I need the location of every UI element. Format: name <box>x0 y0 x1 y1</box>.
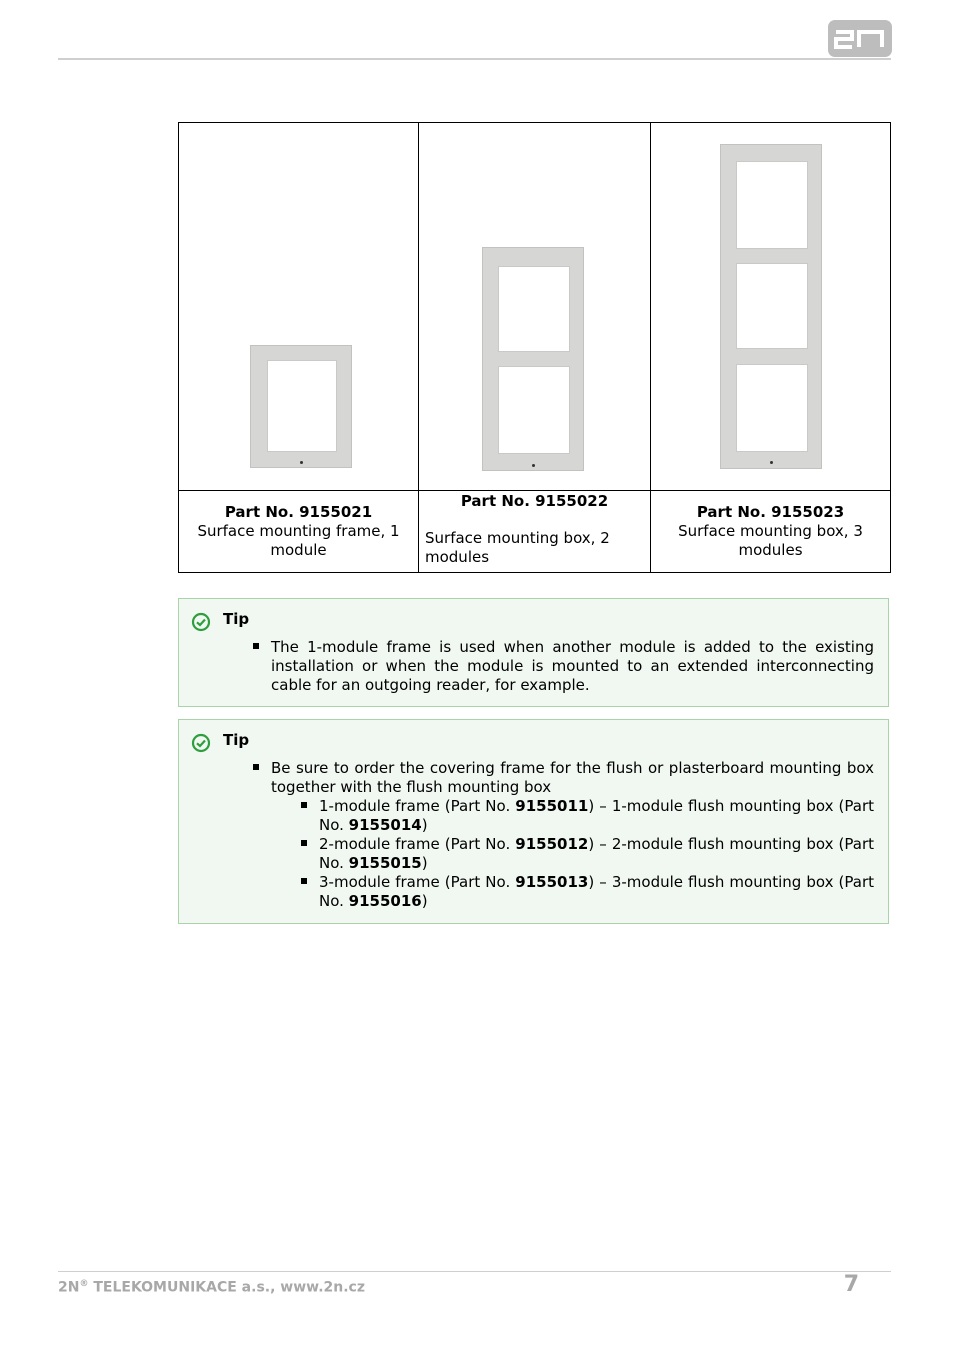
part-number-2: Part No. 9155022 <box>460 492 609 510</box>
tip-2-sublist <box>319 797 874 911</box>
part-caption-2 <box>419 491 651 573</box>
tip-2-list <box>271 759 874 911</box>
frame-2-module-photo <box>482 247 584 471</box>
frame-2-module-image <box>419 123 651 491</box>
part-description-1: Surface mounting frame, 1 module <box>197 522 400 559</box>
part-description-2: Surface mounting box, 2 modules <box>425 529 610 566</box>
tip-box-2 <box>178 719 889 924</box>
check-circle-icon <box>191 612 211 632</box>
box-part-number: 9155014 <box>348 816 422 834</box>
brand-logo <box>828 20 892 57</box>
check-circle-icon <box>191 733 211 753</box>
tip-2-item <box>271 759 874 911</box>
parts-table <box>178 122 891 573</box>
page-number: 7 <box>843 1272 859 1297</box>
brand-logo-mark <box>828 20 892 57</box>
part-caption-1 <box>179 491 419 573</box>
order-item-2: 2-module frame (Part No. 9155012) – 2-module flush mounting box (Part No. 9155015) <box>319 835 874 872</box>
part-number-1: Part No. 9155021 <box>224 503 373 521</box>
part-description-3: Surface mounting box, 3 modules <box>678 522 863 559</box>
footer-company: 2N® TELEKOMUNIKACE a.s., www.2n.cz <box>58 1279 365 1296</box>
frame-part-number: 9155013 <box>515 873 589 891</box>
part-caption-3 <box>651 491 891 573</box>
box-part-number: 9155015 <box>348 854 422 872</box>
order-item-3: 3-module frame (Part No. 9155013) – 3-module flush mounting box (Part No. 9155016) <box>319 873 874 910</box>
frame-3-module-image <box>651 123 891 491</box>
tip-2-text: Be sure to order the covering frame for the flush or plasterboard mounting box together with the flush mounting box <box>271 759 874 796</box>
tip-title: Tip <box>223 610 250 628</box>
frame-1-module-photo <box>250 345 352 468</box>
tip-1-list <box>271 638 874 695</box>
tip-title: Tip <box>223 731 250 749</box>
box-part-number: 9155016 <box>348 892 422 910</box>
frame-3-module-photo <box>720 144 822 469</box>
order-item-1: 1-module frame (Part No. 9155011) – 1-module flush mounting box (Part No. 9155014) <box>319 797 874 834</box>
frame-part-number: 9155011 <box>515 797 589 815</box>
tip-1-item: The 1-module frame is used when another module is added to the existing installation or when the module is mounted to an extended interconnecting cable for an outgoing reader, for example. <box>271 638 874 694</box>
tip-box-1 <box>178 598 889 707</box>
footer-divider <box>58 1271 891 1272</box>
frame-part-number: 9155012 <box>515 835 589 853</box>
frame-1-module-image <box>179 123 419 491</box>
header-divider <box>58 58 891 60</box>
part-number-3: Part No. 9155023 <box>696 503 845 521</box>
